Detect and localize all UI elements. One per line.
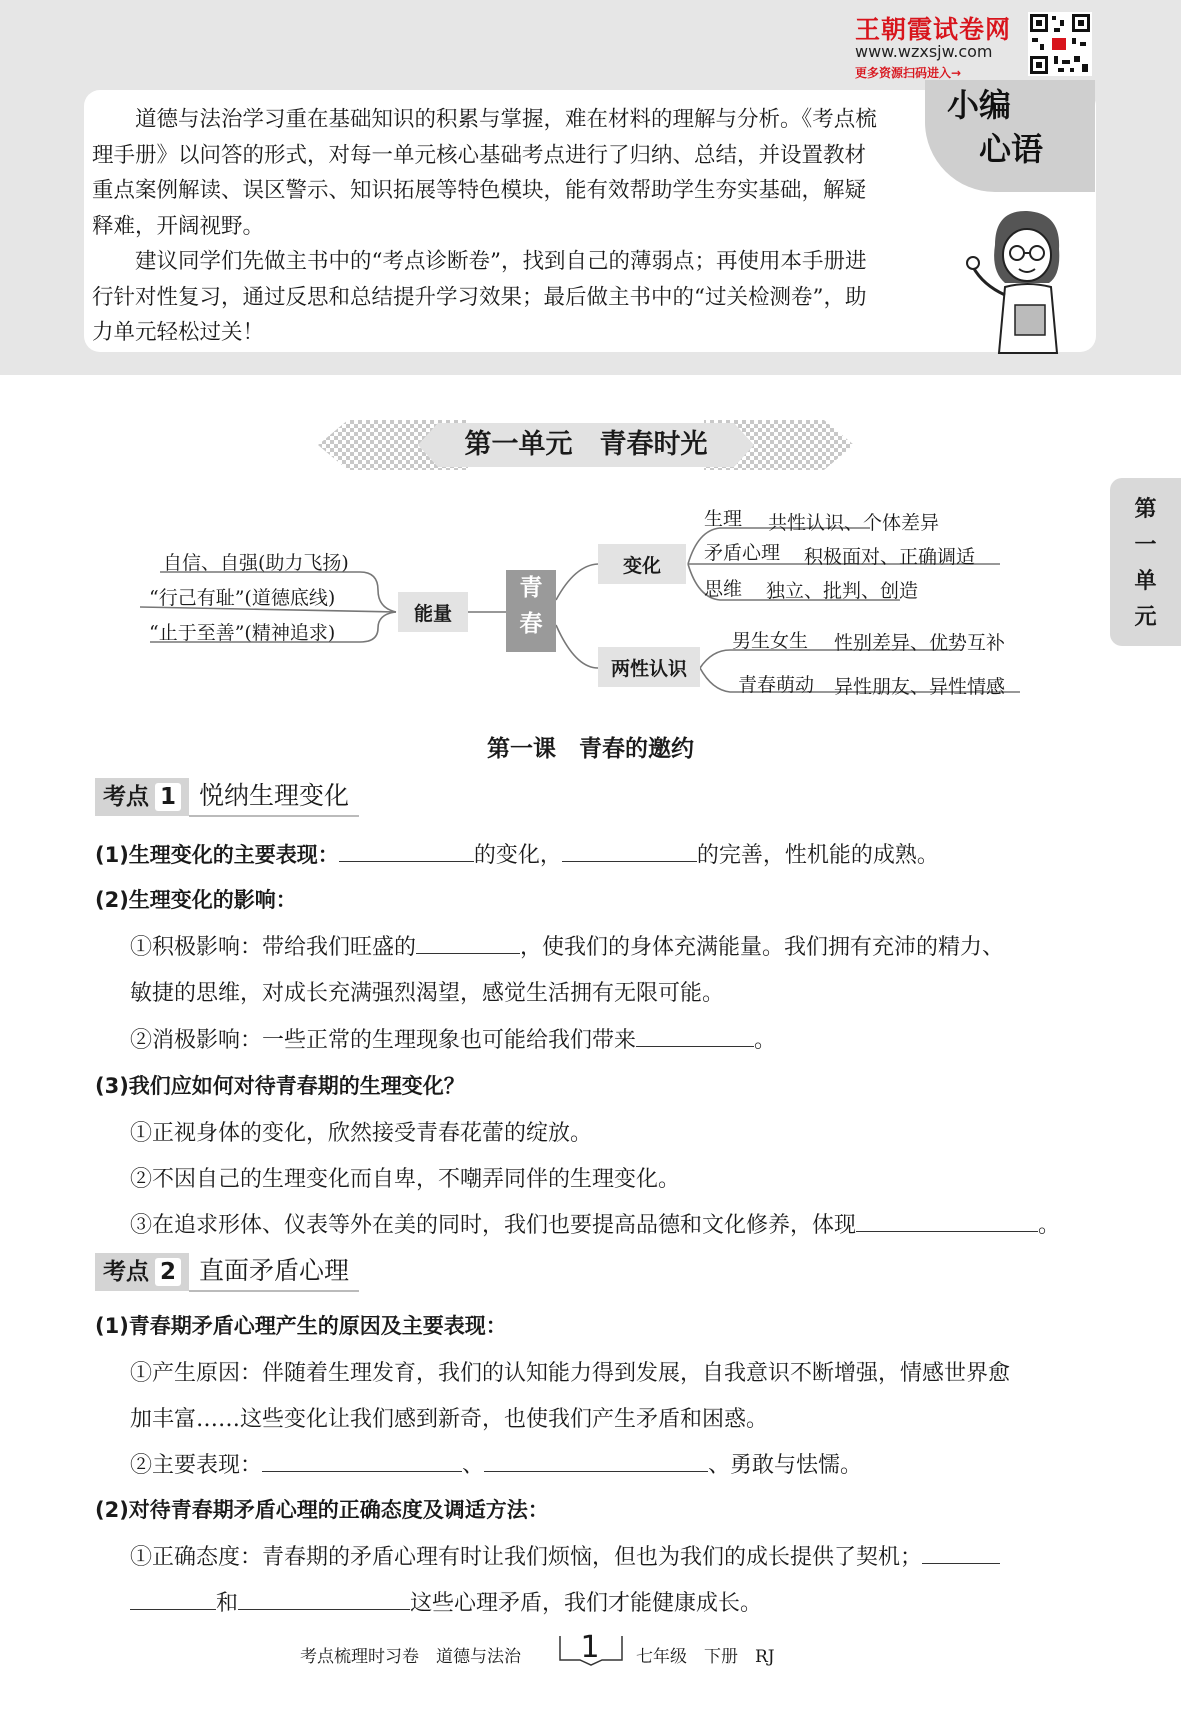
kp2-q1-2-suffix: 、勇敢与怯懦。 [708, 1453, 863, 1478]
intro-paragraph-2: 建议同学们先做主书中的“考点诊断卷”，找到自己的薄弱点；再使用本手册进行针对性复习，通过反思和总结提升学习效果；最后做主书中的“过关检测卷”，助力单元轻松过关！ [92, 249, 867, 345]
change-node: 变化 [598, 544, 686, 584]
intro-paragraph-1: 道德与法治学习重在基础知识的积累与掌握，难在材料的理解与分析。《考点梳理手册》以问答的形式，对每一单元核心基础考点进行了归纳、总结，并设置教材重点案例解读、误区警示、知识拓展等特色模块，能有效帮助学生夯实基础，解疑释难，开阔视野。 [92, 107, 877, 239]
change-label-3: 思维 [704, 578, 743, 600]
kp1-q1-suffix: 的完善，性机能的成熟。 [696, 843, 939, 868]
side-tab-char-1: 第 [1134, 497, 1157, 522]
kp1-q2-2-suffix: 。 [754, 1028, 777, 1053]
blank-7[interactable] [484, 1449, 708, 1472]
brand-note: 更多资源扫码进入→ [855, 66, 962, 80]
unit-title: 第一单元 青春时光 [464, 429, 708, 460]
side-tab-char-3: 单 [1134, 569, 1157, 594]
change-label-2: 矛盾心理 [704, 542, 781, 564]
change-detail-3: 独立、批判、创造 [766, 580, 919, 602]
change-label-1: 生理 [704, 508, 743, 530]
kp2-q1-2 [130, 1448, 862, 1479]
kp2-q1-1: ①产生原因：伴随着生理发育，我们的认知能力得到发展，自我意识不断增强，情感世界愈 [130, 1361, 1011, 1386]
kp1-q2-1-suffix: ，使我们的身体充满能量。我们拥有充沛的精力、 [520, 935, 1005, 960]
energy-item-2: “行己有耻”(道德底线) [149, 587, 336, 609]
kp1-q2-2-prefix: ②消极影响：一些正常的生理现象也可能给我们带来 [130, 1028, 637, 1053]
footer-left: 考点梳理时习卷 道德与法治 [300, 1647, 521, 1667]
kp1-q3-2: ②不因自己的生理变化而自卑，不嘲弄同伴的生理变化。 [130, 1167, 681, 1192]
kp2-q1: (1)青春期矛盾心理产生的原因及主要表现： [95, 1314, 507, 1338]
blank-5[interactable] [856, 1209, 1038, 1232]
kp1-label-text: 考点 [103, 784, 149, 810]
kp2-q1-2-prefix: ②主要表现： [130, 1453, 263, 1478]
kp2-title: 直面矛盾心理 [189, 1252, 359, 1292]
blank-9[interactable] [238, 1587, 410, 1610]
gender-label-1: 男生女生 [732, 630, 809, 652]
kp2-number: 2 [155, 1258, 181, 1286]
kp1-q1 [95, 838, 939, 869]
change-detail-1: 共性认识、个体差异 [768, 512, 940, 534]
blank-6[interactable] [262, 1449, 462, 1472]
kp2-q2-1 [130, 1540, 1000, 1571]
side-tab-char-2: 一 [1134, 533, 1157, 558]
kp2-q2-1-cont [130, 1586, 762, 1617]
change-detail-2: 积极面对、正确调适 [804, 546, 976, 568]
kp1-q1-mid: 的变化， [473, 843, 562, 868]
kp1-q2-1 [130, 930, 1004, 961]
kp2-label [95, 1253, 189, 1291]
blank-3[interactable] [416, 931, 520, 954]
brand-url[interactable]: www.wzxsjw.com [855, 42, 993, 61]
kp2-heading [95, 1253, 359, 1291]
kp2-label-text: 考点 [103, 1259, 149, 1285]
energy-item-3: “止于至善”(精神追求) [149, 622, 336, 644]
kp1-q2-1-prefix: ①积极影响：带给我们旺盛的 [130, 935, 417, 960]
kp2-q2-1-mid: 和 [216, 1591, 239, 1616]
side-tab-char-4: 元 [1134, 605, 1157, 630]
lesson-title: 第一课 青春的邀约 [487, 736, 694, 762]
blank-8[interactable] [922, 1541, 1000, 1564]
blank-1[interactable] [339, 839, 474, 862]
page-footer [0, 1630, 1181, 1670]
energy-node: 能量 [398, 592, 468, 632]
kp1-q3: (3)我们应如何对待青春期的生理变化？ [95, 1074, 465, 1098]
gender-detail-1: 性别差异、优势互补 [834, 632, 1006, 654]
kp1-number: 1 [155, 783, 181, 811]
tab-line-2: 心语 [979, 130, 1044, 168]
footer-right: 七年级 下册 RJ [636, 1647, 775, 1667]
kp1-q3-3-suffix: 。 [1038, 1213, 1061, 1238]
kp2-q2: (2)对待青春期矛盾心理的正确态度及调适方法： [95, 1498, 549, 1522]
mind-map-lines [0, 0, 1181, 720]
kp1-heading [95, 778, 359, 816]
center-char-2: 春 [519, 611, 543, 637]
kp1-q2: (2)生理变化的影响： [95, 888, 297, 912]
blank-8-cont[interactable] [130, 1587, 216, 1610]
kp1-q3-3-prefix: ③在追求形体、仪表等外在美的同时，我们也要提高品德和文化修养，体现 [130, 1213, 857, 1238]
kp2-q1-2-mid: 、 [462, 1453, 485, 1478]
center-char-1: 青 [519, 575, 543, 601]
kp1-q3-1: ①正视身体的变化，欣然接受青春花蕾的绽放。 [130, 1121, 593, 1146]
gender-node: 两性认识 [598, 647, 700, 687]
page-number: 1 [580, 1630, 600, 1665]
blank-4[interactable] [636, 1024, 754, 1047]
unit-mind-map [0, 0, 1181, 720]
gender-label-2: 青春萌动 [738, 674, 815, 696]
kp1-q2-1-cont: 敏捷的思维，对成长充满强烈渴望，感觉生活拥有无限可能。 [130, 981, 725, 1006]
kp1-q1-prefix: (1)生理变化的主要表现： [95, 843, 339, 867]
gender-detail-2: 异性朋友、异性情感 [834, 676, 1006, 698]
kp2-q1-1-cont: 加丰富……这些变化让我们感到新奇，也使我们产生矛盾和困惑。 [130, 1407, 769, 1432]
blank-2[interactable] [562, 839, 697, 862]
kp1-q3-3 [130, 1208, 1060, 1239]
kp1-label [95, 778, 189, 816]
kp2-q2-1-prefix: ①正确态度：青春期的矛盾心理有时让我们烦恼，但也为我们的成长提供了契机； [130, 1545, 923, 1570]
kp1-title: 悦纳生理变化 [189, 777, 359, 817]
kp1-q2-2 [130, 1023, 776, 1054]
center-node [506, 570, 556, 652]
kp2-q2-1-suffix: 这些心理矛盾，我们才能健康成长。 [410, 1591, 763, 1616]
tab-line-1: 小编 [947, 86, 1012, 124]
brand-title: 王朝霞试卷网 [855, 15, 1012, 44]
energy-item-1: 自信、自强(助力飞扬) [163, 552, 349, 574]
